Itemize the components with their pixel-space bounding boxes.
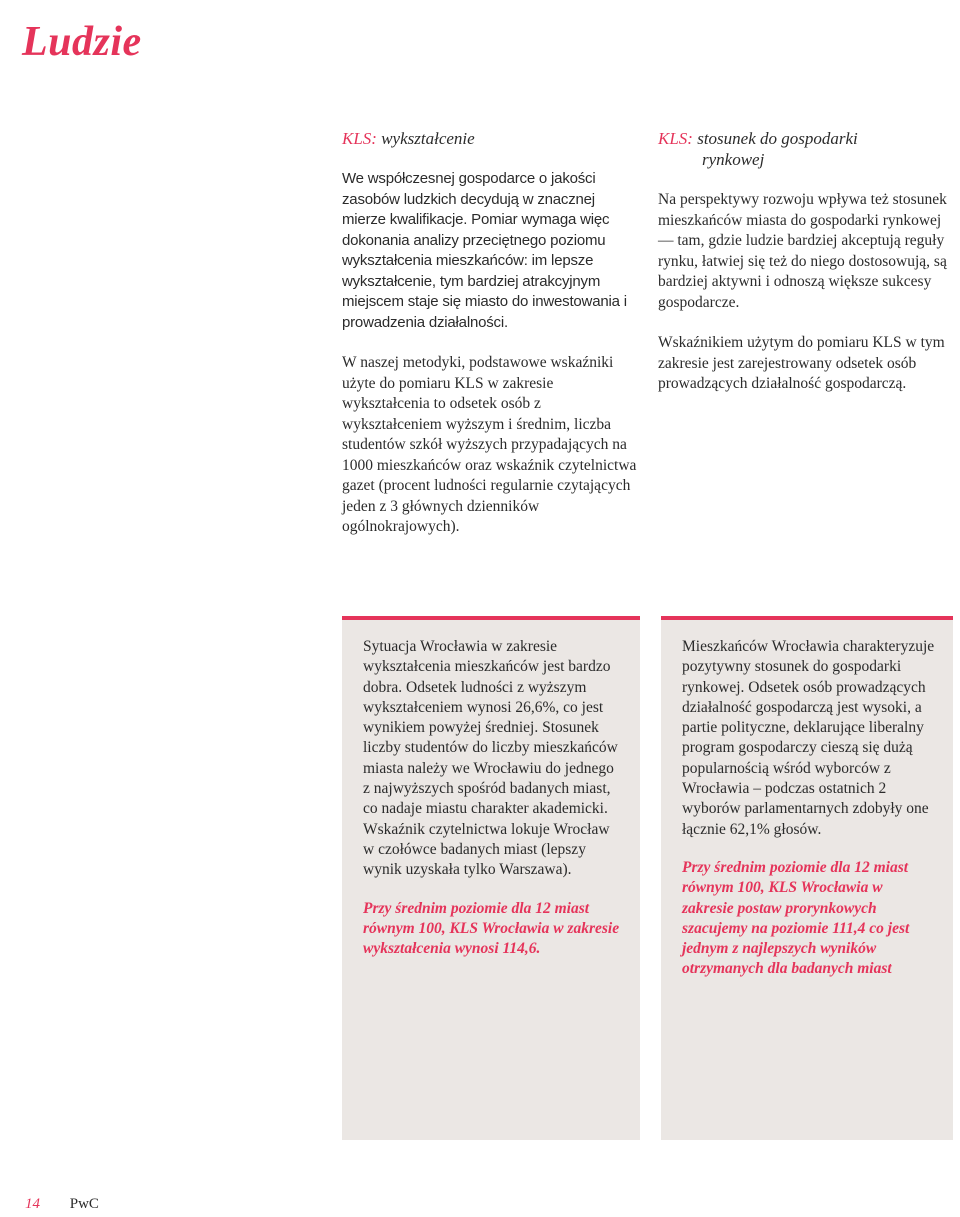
heading-text: wykształcenie (381, 129, 475, 148)
education-paragraph-2: W naszej metodyki, podstawowe wskaźniki użyte do pomiaru KLS w zakresie wykształcenia to odsetek osób z wykształceniem wyższym i średnim, liczba studentów szkół wyższych przypadających na 1000 mieszkańców oraz wskaźnik czytelnictwa gazet (procent ludności regularnie czytających jeden z 3 głównych dzienników ogólnokrajowych). (342, 354, 637, 535)
section-heading-market (658, 128, 953, 170)
heading-prefix: KLS: (342, 129, 377, 148)
section-education (342, 128, 642, 558)
summary-text-market: Mieszkańców Wrocławia charakteryzuje pozytywny stosunek do gospodarki rynkowej. Odsetek osób prowadzących działalność gospodarczą jest wysoki, a partie polityczne, deklarujące liberalny program gospodarczy cieszą się dużą popularnością wśród wyborców z Wrocławia – podczas ostatnich 2 wyborów parlamentarnych zdobyły one łącznie 62,1% głosów. (682, 638, 935, 838)
heading-text-line-2: rynkowej (702, 150, 765, 169)
page-title: Ludzie (22, 19, 142, 65)
summary-box-market (661, 616, 953, 1140)
section-market-attitude (658, 128, 953, 415)
market-paragraph-2: Wskaźnikiem użytym do pomiaru KLS w tym zakresie jest zarejestrowany odsetek osób prowadzących działalność gospodarczą. (658, 334, 945, 392)
summary-highlight-market: Przy średnim poziomie dla 12 miast równym 100, KLS Wrocławia w zakresie postaw prorynkowych szacujemy na poziomie 111,4 co jest jednym z najlepszych wyników otrzymanych dla badanych miast (682, 858, 910, 978)
summary-box-education (342, 616, 640, 1140)
page-footer (25, 1196, 99, 1213)
summary-highlight-education: Przy średnim poziomie dla 12 miast równym 100, KLS Wrocławia w zakresie wykształcenia wynosi 114,6. (363, 899, 620, 958)
page-number: 14 (25, 1196, 40, 1212)
market-paragraph-1: Na perspektywy rozwoju wpływa też stosunek mieszkańców miasta do gospodarki rynkowej — tam, gdzie ludzie bardziej akceptują reguły rynku, łatwiej się też do niego dostosowują, są bardziej aktywni i odnoszą większe sukcesy gospodarcze. (658, 191, 947, 311)
summary-text-education: Sytuacja Wrocławia w zakresie wykształcenia mieszkańców jest bardzo dobra. Odsetek ludności z wyższym wykształceniem wynosi 26,6%, co jest wynikiem powyżej średniej. Stosunek liczby studentów do liczby mieszkańców miasta należy we Wrocławiu do jednego z najwyższych spośród badanych miast, co nadaje miastu charakter akademicki. Wskaźnik czytelnictwa lokuje Wrocław w czołówce badanych miast (lepszy wynik uzyskała tylko Warszawa). (363, 638, 618, 879)
heading-prefix: KLS: (658, 129, 693, 148)
section-heading-education (342, 128, 642, 149)
heading-text-line-1: stosunek do gospodarki (697, 129, 858, 148)
brand-name: PwC (69, 1196, 99, 1212)
education-paragraph-1: We współczesnej gospodarce o jakości zasobów ludzkich decydują w znacznej mierze kwalifikacje. Pomiar wymaga więc dokonania analizy przeciętnego poziomu wykształcenia mieszkańców: im lepsze wykształcenie, tym bardziej atrakcyjnym miejscem staje się miasto do inwestowania i prowadzenia działalności. (342, 170, 627, 331)
